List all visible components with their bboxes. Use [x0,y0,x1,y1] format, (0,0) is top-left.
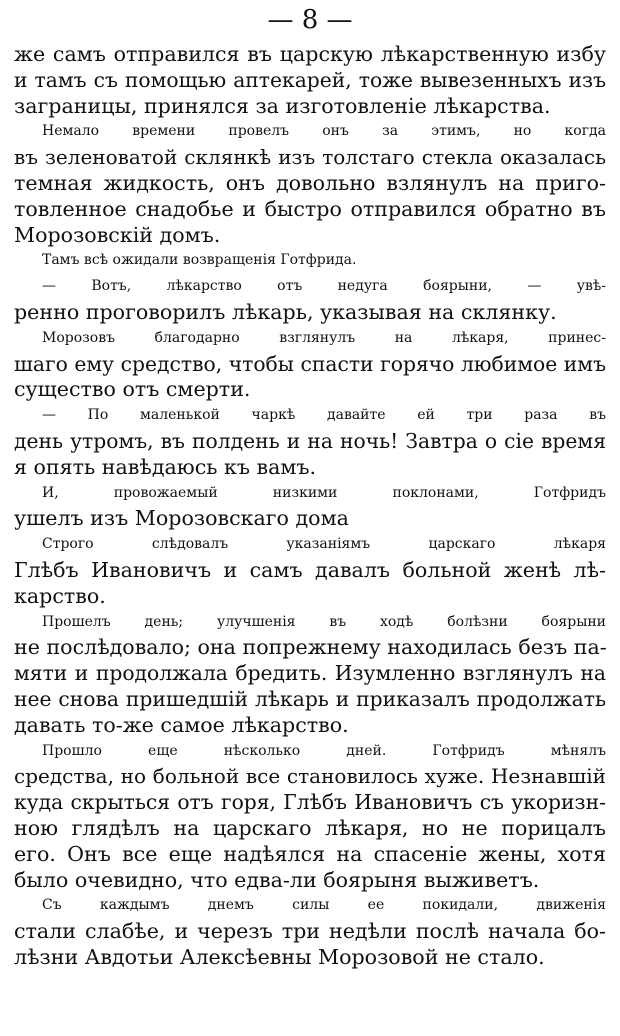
text-body [14,42,606,971]
text-line: Прошло еще нѣсколько дней. Готфридъ мѣнялъ [42,742,606,759]
text-line: средства, но больной все становилось хуже. Незнавшій [14,764,606,789]
text-line: И, провожаемый низкими поклонами, Готфридъ [42,484,606,501]
text-line: не послѣдовало; она попрежнему находилась безъ па- [14,635,607,660]
text-line: давать то-же самое лѣкарство. [14,712,349,737]
text-line: Строго слѣдовалъ указаніямъ царскаго лѣкаря [42,536,606,553]
paragraph [14,42,606,119]
text-line: и тамъ съ помощью аптекарей, тоже вывезенныхъ изъ [14,67,606,92]
text-line: куда скрыться отъ горя, Глѣбъ Ивановичъ съ укоризн- [14,790,606,815]
text-line: я опять навѣдаюсь къ вамъ. [14,454,317,479]
text-line: ренно проговорилъ лѣкарь, указывая на склянку. [14,299,557,324]
text-line: карство. [14,583,106,608]
paragraph [14,532,606,609]
paragraph [14,119,606,248]
paragraph [14,248,606,274]
paragraph [14,481,606,533]
text-line: же самъ отправился въ царскую лѣкарственную избу [14,42,606,66]
text-line: нее снова пришедшій лѣкарь и приказалъ продолжать [14,686,606,711]
text-line: Тамъ всѣ ожидали возвращенія Готфрида. [42,252,357,269]
text-line: Съ каждымъ днемъ силы ее покидали, движенія [42,897,606,914]
paragraph [14,610,606,739]
text-line: шаго ему средство, чтобы спасти горячо любимое имъ [14,351,606,376]
page-number: — 8 — [267,5,353,35]
text-line: лѣзни Авдотьи Алексѣевны Морозовой не стало. [14,944,545,969]
paragraph [14,403,606,480]
text-line: Немало времени провелъ онъ за этимъ, но когда [42,123,606,140]
paragraph [14,893,606,970]
text-line: темная жидкость, онъ довольно взлянулъ на приго- [14,170,606,195]
text-line: товленное снадобье и быстро отправился обратно въ [14,196,606,221]
text-line: мяти и продолжала бредить. Изумленно взглянулъ на [14,661,606,686]
text-line: — По маленькой чаркѣ давайте ей три раза въ [42,407,606,424]
paragraph [14,739,606,894]
text-line: существо отъ смерти. [14,377,251,402]
text-line: — Вотъ, лѣкарство отъ недуга боярыни, — увѣ- [42,278,606,295]
text-line: Морозовскій домъ. [14,222,221,247]
text-line: Прошелъ день; улучшенія въ ходѣ болѣзни боярыни [42,613,606,630]
paragraph [14,326,606,403]
text-line: Глѣбъ Ивановичъ и самъ давалъ больной женѣ лѣ- [14,557,606,582]
text-line: ною глядѣлъ на царскаго лѣкаря, но не порицалъ [14,815,606,840]
text-line: Морозовъ благодарно взглянулъ на лѣкаря, принес- [42,329,606,346]
text-line: было очевидно, что едва-ли боярыня выживетъ. [14,867,540,892]
text-line: въ зеленоватой склянкѣ изъ толстаго стекла оказалась [14,145,606,170]
text-line: его. Онъ все еще надѣялся на спасеніе жены, хотя [14,841,606,866]
text-line: заграницы, принялся за изготовленіе лѣкарства. [14,93,551,118]
text-line: день утромъ, въ полдень и на ночь! Завтра о сіе время [14,428,606,453]
text-line: стали слабѣе, и черезъ три недѣли послѣ начала бо- [14,919,606,944]
paragraph [14,274,606,326]
text-line: ушелъ изъ Морозовскаго дома [14,506,349,531]
document-page [14,0,606,1036]
